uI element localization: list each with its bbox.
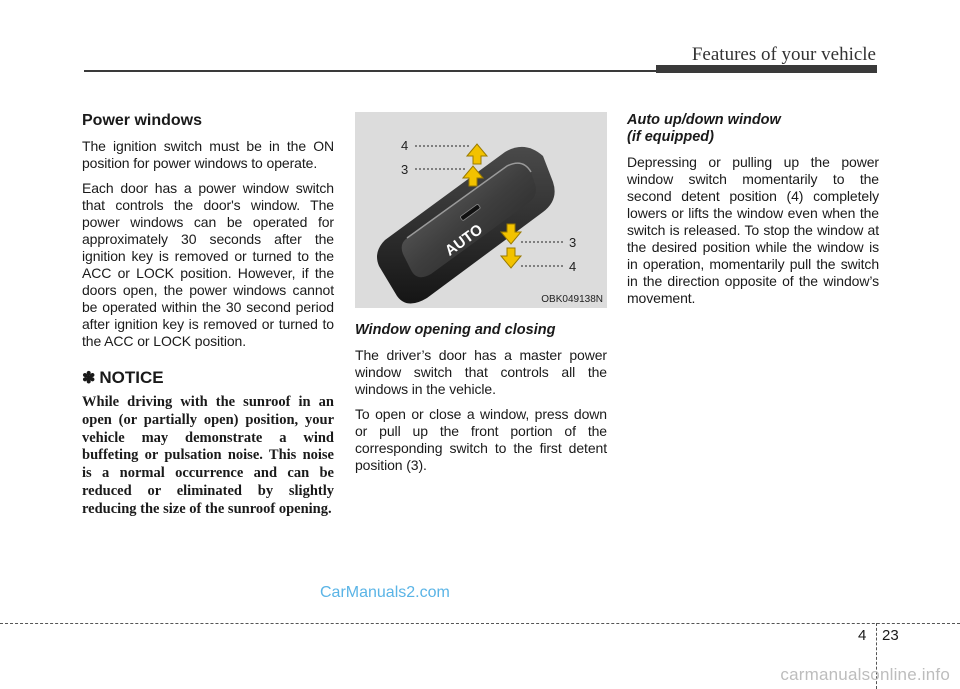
running-header: Features of your vehicle xyxy=(691,44,876,65)
heading-line: (if equipped) xyxy=(627,129,714,145)
callout-label: 4 xyxy=(569,259,577,274)
right-column xyxy=(627,112,879,315)
page-number: 23 xyxy=(882,627,899,644)
callout-label: 3 xyxy=(401,162,409,177)
bottom-watermark: carmanualsonline.info xyxy=(780,665,950,684)
window-switch-illustration xyxy=(355,112,607,308)
arrow-down-icon xyxy=(501,248,521,268)
arrow-up-icon xyxy=(467,144,487,164)
paragraph: Depressing or pulling up the power window switch momentarily to the second detent position (4) completely lowers or lifts the window even when the switch is released. To stop the window at the desired position while the window is in operation, momentarily pull the switch in the direction opposite of the window’s movement. xyxy=(627,154,879,306)
auto-label: AUTO xyxy=(441,220,487,260)
callout-label: 3 xyxy=(569,235,577,250)
footer-rule xyxy=(0,623,960,624)
paragraph: Each door has a power window switch that controls the door's window. The power windows can be operated for approximately 30 seconds after the ignition key is removed or turned to the ACC or LOCK position. However, if the doors open, the power windows cannot be operated within the 30 second period after ignition key is removed or turned to the ACC or LOCK position. xyxy=(82,180,334,349)
paragraph: To open or close a window, press down or pull up the front portion of the corresponding switch to the first detent position (3). xyxy=(355,406,607,473)
notice-title: NOTICE xyxy=(99,368,164,387)
site-watermark: CarManuals2.com xyxy=(320,584,450,601)
chapter-number: 4 xyxy=(858,627,867,644)
notice-text: While driving with the sunroof in an open (or partially open) position, your vehicle may demonstrate a wind buffeting or pulsation noise. This noise is a normal occurrence and can be reduced or eliminated by slightly reducing the size of the sunroof opening. xyxy=(82,394,334,517)
header-rule-thin xyxy=(84,70,656,72)
auto-window-heading xyxy=(627,112,879,146)
window-opening-heading: Window opening and closing xyxy=(355,322,556,338)
paragraph: The ignition switch must be in the ON position for power windows to operate. xyxy=(82,138,334,171)
heading-line: Auto up/down window xyxy=(627,112,781,128)
middle-column xyxy=(355,112,607,482)
window-switch-figure xyxy=(355,112,607,308)
left-column xyxy=(82,112,334,519)
header-rule-thick xyxy=(656,65,877,73)
figure-code: OBK049138N xyxy=(541,294,603,305)
callout-label: 4 xyxy=(401,138,409,153)
power-windows-heading: Power windows xyxy=(82,112,203,129)
paragraph: The driver’s door has a master power window switch that controls all the windows in the vehicle. xyxy=(355,347,607,397)
notice-heading xyxy=(82,368,334,388)
notice-star-icon: ✽ xyxy=(82,370,96,387)
